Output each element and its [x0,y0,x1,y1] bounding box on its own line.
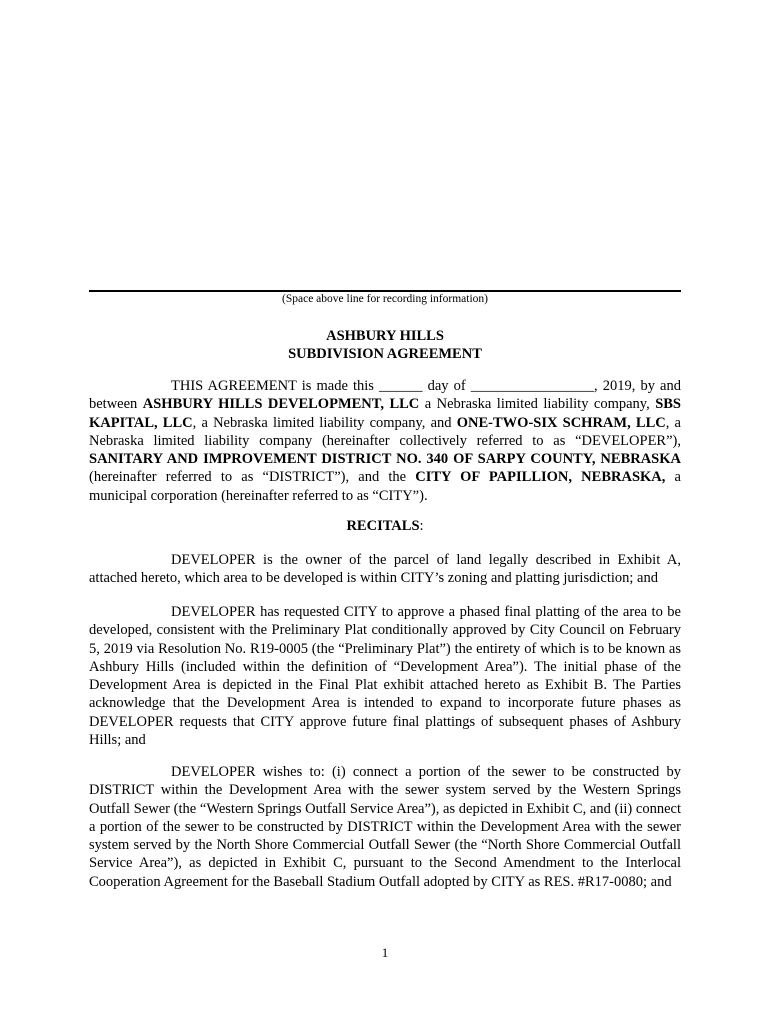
recording-note: (Space above line for recording information) [282,293,488,305]
title-line-1: ASHBURY HILLS [326,328,444,344]
recital-paragraph-1: DEVELOPER is the owner of the parcel of land legally described in Exhibit A, attached hereto, which area to be developed is within CITY’s zoning and platting jurisdiction; and [89,552,681,587]
recital-paragraph-3: DEVELOPER wishes to: (i) connect a portion of the sewer to be constructed by DISTRICT within the Development Area with the sewer system served by the Western Springs Outfall Sewer (the “Western Springs Outfall Service Area”), as depicted in Exhibit C, and (ii) connect a portion of the sewer to be constructed by DISTRICT within the Development Area with the sewer system served by the North Shore Commercial Outfall Sewer (the “North Shore Commercial Outfall Service Area”), as depicted in Exhibit C, pursuant to the Second Amendment to the Interlocal Cooperation Agreement for the Baseball Stadium Outfall adopted by CITY as RES. #R17-0080; and [89,764,681,890]
intro-text-1: THIS AGREEMENT is made this ______ day of _________________, 2019, by and between [89,378,681,413]
party-sbs-kapital: SBS KAPITAL, LLC [89,396,681,431]
page-number: 1 [381,945,389,960]
recitals-heading-colon: : [419,518,424,534]
party-sanitary-district: SANITARY AND IMPROVEMENT DISTRICT NO. 340 OF SARPY COUNTY, NEBRASKA [89,451,681,468]
recording-divider-line [89,290,681,292]
recital-paragraph-2: DEVELOPER has requested CITY to approve a phased final platting of the area to be developed, consistent with the Preliminary Plat conditionally approved by City Council on February 5, 2019 via Resolution No. R19-0005 (the “Preliminary Plat”) the entirety of which is to be known as Ashbury Hills (included within the definition of “Development Area”). The initial phase of the Development Area is depicted in the Final Plat exhibit attached hereto as Exhibit B. The Parties acknowledge that the Development Area is intended to expand to incorporate future phases as DEVELOPER requests that CITY approve future final plattings of subsequent phases of Ashbury Hills; and [89,604,681,749]
intro-text-3: , a Nebraska limited liability company, and [192,414,457,431]
title-line-2: SUBDIVISION AGREEMENT [288,346,482,362]
intro-text-4: , a Nebraska limited liability company (hereinafter collectively referred to as “DEVELOPER”), [89,414,681,449]
recitals-heading [89,518,681,535]
document-title [89,327,681,363]
party-ashbury-hills: ASHBURY HILLS DEVELOPMENT, LLC [142,396,420,413]
intro-paragraph [89,377,681,505]
recitals-heading-text: RECITALS [346,518,420,534]
intro-text-2: a Nebraska limited liability company, [419,396,656,413]
intro-text-5: (hereinafter referred to as “DISTRICT”), and the [89,469,416,486]
intro-text-6: a municipal corporation (hereinafter referred to as “CITY”). [89,469,681,504]
party-one-two-six-schram: ONE-TWO-SIX SCHRAM, LLC [456,414,666,431]
party-city-of-papillion: CITY OF PAPILLION, NEBRASKA, [415,469,666,486]
